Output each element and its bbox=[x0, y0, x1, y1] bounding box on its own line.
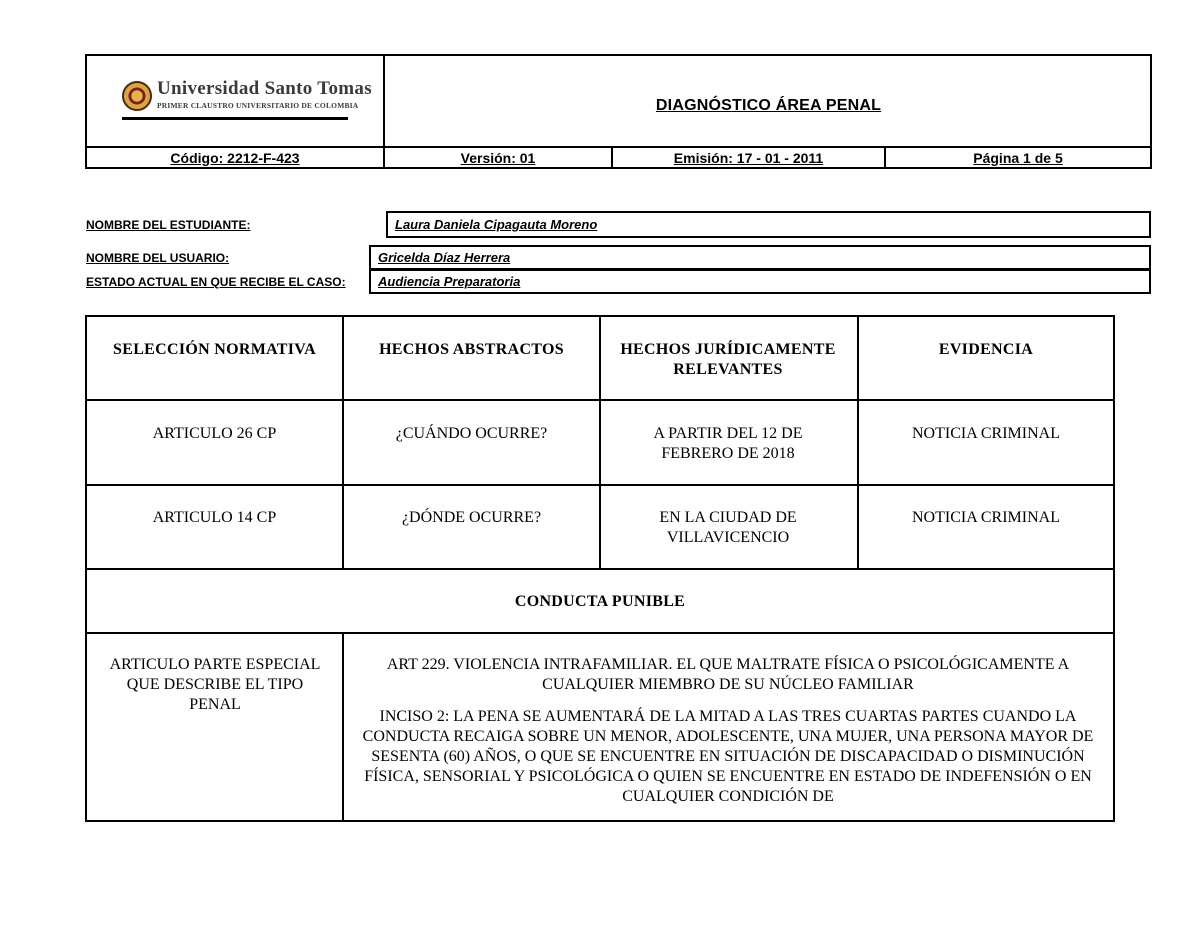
logo-rule bbox=[122, 117, 348, 120]
header-seleccion: SELECCIÓN NORMATIVA bbox=[113, 341, 316, 358]
table-cell: NOTICIA CRIMINAL bbox=[912, 425, 1060, 442]
header-hechos-abstractos: HECHOS ABSTRACTOS bbox=[379, 341, 564, 358]
articulo-text-2: INCISO 2: LA PENA SE AUMENTARÁ DE LA MITAD A LAS TRES CUARTAS PARTES CUANDO LA CONDUCTA RECAIGA SOBRE UN MENOR, ADOLESCENTE, UNA MUJER, UNA PERSONA MAYOR DE SESENTA (60) AÑOS, O QUE SE ENCUENTRE EN SITUACIÓN DE DISCAPACIDAD O DISMINUCIÓN FÍSICA, SENSORIAL Y PSICOLÓGICA O QUIEN SE ENCUENTRE EN ESTADO DE INDEFENSIÓN O EN CUALQUIER CONDICIÓN DE bbox=[362, 708, 1094, 805]
table-row-divider bbox=[85, 632, 1115, 634]
table-cell: ARTICULO 26 CP bbox=[152, 425, 277, 442]
articulo-text-1: ART 229. VIOLENCIA INTRAFAMILIAR. EL QUE MALTRATE FÍSICA O PSICOLÓGICAMENTE A CUALQUIER MIEMBRO DE SU NÚCLEO FAMILIAR bbox=[386, 656, 1070, 693]
university-logo bbox=[120, 76, 372, 122]
table-cell: EN LA CIUDAD DE VILLAVICENCIO bbox=[659, 509, 797, 546]
version: Versión: 01 bbox=[385, 148, 613, 167]
table-cell: A PARTIR DEL 12 DE FEBRERO DE 2018 bbox=[653, 425, 803, 462]
table-cell: ¿DÓNDE OCURRE? bbox=[401, 509, 542, 526]
table-col-divider bbox=[599, 315, 601, 569]
usuario-field: Gricelda Díaz Herrera bbox=[369, 245, 1151, 270]
document-title-cell bbox=[385, 54, 1152, 147]
conducta-punible-title: CONDUCTA PUNIBLE bbox=[514, 593, 686, 610]
usuario-label: NOMBRE DEL USUARIO: bbox=[86, 251, 230, 265]
estado-label: ESTADO ACTUAL EN QUE RECIBE EL CASO: bbox=[86, 275, 346, 289]
estudiante-field: Laura Daniela Cipagauta Moreno bbox=[386, 211, 1151, 238]
document-title: DIAGNÓSTICO ÁREA PENAL bbox=[655, 96, 882, 114]
estudiante-label: NOMBRE DEL ESTUDIANTE: bbox=[86, 218, 251, 232]
table-cell: NOTICIA CRIMINAL bbox=[912, 509, 1060, 526]
pagina: Página 1 de 5 bbox=[973, 149, 1063, 166]
header-hechos-juridicos: HECHOS JURÍDICAMENTE RELEVANTES bbox=[620, 341, 836, 378]
table-cell: ¿CUÁNDO OCURRE? bbox=[395, 425, 548, 442]
logo-name: Universidad Santo Tomas bbox=[157, 78, 372, 99]
articulo-description bbox=[352, 655, 1104, 820]
codigo: Código: 2212-F-423 bbox=[87, 148, 385, 167]
emision: Emisión: 17 - 01 - 2011 bbox=[613, 148, 886, 167]
university-seal-icon bbox=[122, 81, 152, 111]
articulo-label: ARTICULO PARTE ESPECIAL QUE DESCRIBE EL TIPO PENAL bbox=[109, 656, 321, 713]
header-meta-row bbox=[85, 146, 1152, 169]
table-col-divider bbox=[342, 632, 344, 822]
table-cell: ARTICULO 14 CP bbox=[152, 509, 277, 526]
estado-field: Audiencia Preparatoria bbox=[369, 269, 1151, 294]
logo-subtitle: PRIMER CLAUSTRO UNIVERSITARIO DE COLOMBIA bbox=[157, 101, 359, 110]
header-evidencia: EVIDENCIA bbox=[938, 341, 1034, 358]
